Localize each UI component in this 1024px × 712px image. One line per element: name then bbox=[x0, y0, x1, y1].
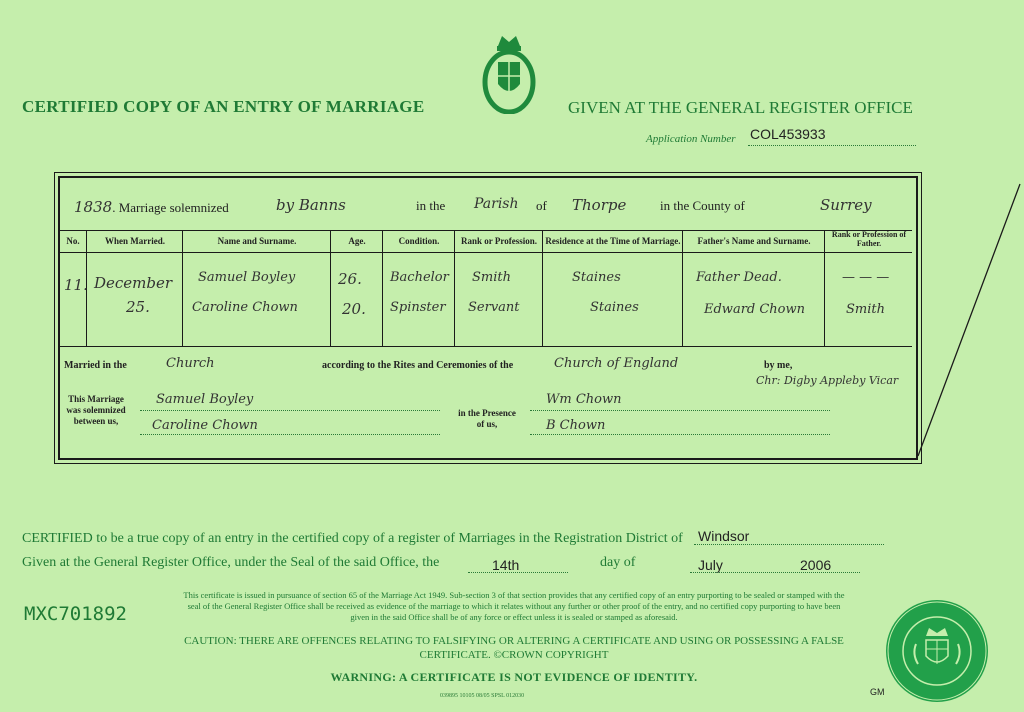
header-bottom-rule bbox=[60, 252, 912, 253]
spouse-signature-2: Caroline Chown bbox=[152, 418, 258, 433]
col-header-name: Name and Surname. bbox=[217, 236, 297, 246]
entry-number: 11. bbox=[64, 276, 88, 294]
spouse-line-1 bbox=[140, 410, 440, 411]
header-top-rule bbox=[60, 230, 912, 231]
col-divider bbox=[454, 230, 455, 346]
col-header-condition: Condition. bbox=[398, 236, 440, 246]
certificate-serial: MXC701892 bbox=[24, 603, 127, 625]
witness-signature-1: Wm Chown bbox=[546, 392, 622, 407]
spouse-signature-1: Samuel Boyley bbox=[156, 392, 254, 407]
groom-father: Father Dead. bbox=[696, 270, 782, 285]
district-line bbox=[694, 544, 884, 545]
application-number-line bbox=[748, 145, 916, 146]
application-number: COL453933 bbox=[750, 126, 826, 142]
groom-age: 26. bbox=[338, 270, 362, 288]
certification-month: July bbox=[698, 557, 723, 573]
witness-signature-2: B Chown bbox=[546, 418, 606, 433]
col-divider bbox=[182, 230, 183, 346]
parish-label: Parish bbox=[474, 196, 519, 212]
solemnized-by: by Banns bbox=[276, 196, 346, 214]
certification-line-2: Given at the General Register Office, under the Seal of the said Office, the bbox=[22, 555, 440, 570]
col-header-rank: Rank or Profession. bbox=[461, 236, 537, 246]
register-year-line bbox=[74, 198, 229, 216]
married-in-label: Married in the bbox=[64, 360, 127, 371]
bride-father: Edward Chown bbox=[704, 302, 806, 317]
bride-age: 20. bbox=[342, 300, 366, 318]
col-header-when: When Married. bbox=[105, 236, 165, 246]
given-at-heading: GIVEN AT THE GENERAL REGISTER OFFICE bbox=[568, 98, 913, 117]
groom-rank: Smith bbox=[472, 270, 511, 285]
when-married-month: December bbox=[94, 274, 173, 292]
registration-district: Windsor bbox=[698, 528, 750, 544]
col-header-no: No. bbox=[66, 236, 80, 246]
bride-condition: Spinster bbox=[390, 300, 446, 315]
identity-warning: WARNING: A CERTIFICATE IS NOT EVIDENCE OF IDENTITY. bbox=[330, 670, 698, 684]
marriage-solemnized-label: . Marriage solemnized bbox=[112, 200, 229, 215]
day-of-label: day of bbox=[600, 555, 636, 570]
print-code: 039895 10105 08/05 SPSL 012030 bbox=[440, 693, 525, 699]
col-divider bbox=[824, 230, 825, 346]
married-in-place: Church bbox=[166, 356, 215, 371]
col-header-age: Age. bbox=[348, 236, 366, 246]
spouse-line-2 bbox=[140, 434, 440, 435]
register-year: 1838 bbox=[74, 198, 113, 216]
groom-name: Samuel Boyley bbox=[198, 270, 296, 285]
bride-name: Caroline Chown bbox=[192, 300, 298, 315]
groom-condition: Bachelor bbox=[390, 270, 449, 285]
certification-day: 14th bbox=[492, 557, 520, 573]
county-name: Surrey bbox=[820, 196, 872, 214]
when-married-day: 25. bbox=[126, 298, 150, 316]
col-divider bbox=[682, 230, 683, 346]
col-divider bbox=[382, 230, 383, 346]
of-label: of bbox=[536, 198, 547, 213]
witness-line-2 bbox=[530, 434, 830, 435]
certificate-title: CERTIFIED COPY OF AN ENTRY OF MARRIAGE bbox=[22, 97, 425, 116]
royal-crest-icon bbox=[482, 32, 536, 114]
entry-bottom-rule bbox=[60, 346, 912, 347]
legal-small-print: This certificate is issued in pursuance of section 65 of the Marriage Act 1949. Sub-section 3 of that section provides that any certified copy of an entry purporting to be sealed or stamped with the seal of the General Register Office shall be received as evidence of the marriage to which it relates without any further or other proof of the entry, and no certified copy purporting to have been given in the said Office shall be of any force or effect unless it is sealed or stamped as aforesaid. bbox=[183, 590, 845, 622]
bride-father-rank: Smith bbox=[846, 302, 885, 317]
strike-line bbox=[900, 170, 1024, 470]
col-divider bbox=[330, 230, 331, 346]
rites-name: Church of England bbox=[554, 356, 679, 371]
day-line bbox=[468, 572, 568, 573]
county-label: in the County of bbox=[660, 198, 745, 213]
caution-notice: CAUTION: THERE ARE OFFENCES RELATING TO FALSIFYING OR ALTERING A CERTIFICATE AND USING OR POSSESSING A FALSE CERTIFICATE. ©CROWN COPYRIGHT bbox=[184, 635, 844, 661]
month-year-line bbox=[690, 572, 860, 573]
rites-label: according to the Rites and Ceremonies of the bbox=[322, 360, 514, 371]
parish-name: Thorpe bbox=[572, 196, 627, 214]
col-header-father-rank: Rank or Profession of Father. bbox=[831, 230, 907, 248]
col-header-father: Father's Name and Surname. bbox=[697, 236, 811, 246]
groom-father-rank: — — — bbox=[842, 270, 890, 285]
general-register-office-seal-icon bbox=[882, 598, 992, 704]
by-me-label: by me, bbox=[764, 360, 793, 371]
certification-year: 2006 bbox=[800, 557, 832, 573]
solemnized-between-label: This Marriage was solemnized between us, bbox=[66, 394, 126, 426]
presence-label: in the Presence of us, bbox=[458, 408, 516, 429]
col-header-residence: Residence at the Time of Marriage. bbox=[545, 236, 681, 246]
initials: GM bbox=[870, 687, 885, 697]
register-entry-sheet bbox=[58, 176, 918, 460]
officiant-signature: Chr: Digby Appleby Vicar bbox=[756, 374, 899, 387]
groom-residence: Staines bbox=[572, 270, 621, 285]
col-divider bbox=[542, 230, 543, 346]
in-the-label: in the bbox=[416, 198, 446, 213]
application-number-label: Application Number bbox=[646, 133, 736, 145]
bride-residence: Staines bbox=[590, 300, 639, 315]
certification-line-1: CERTIFIED to be a true copy of an entry in the certified copy of a register of Marriages in the Registration District of bbox=[22, 531, 683, 546]
witness-line-1 bbox=[530, 410, 830, 411]
bride-rank: Servant bbox=[468, 300, 520, 315]
